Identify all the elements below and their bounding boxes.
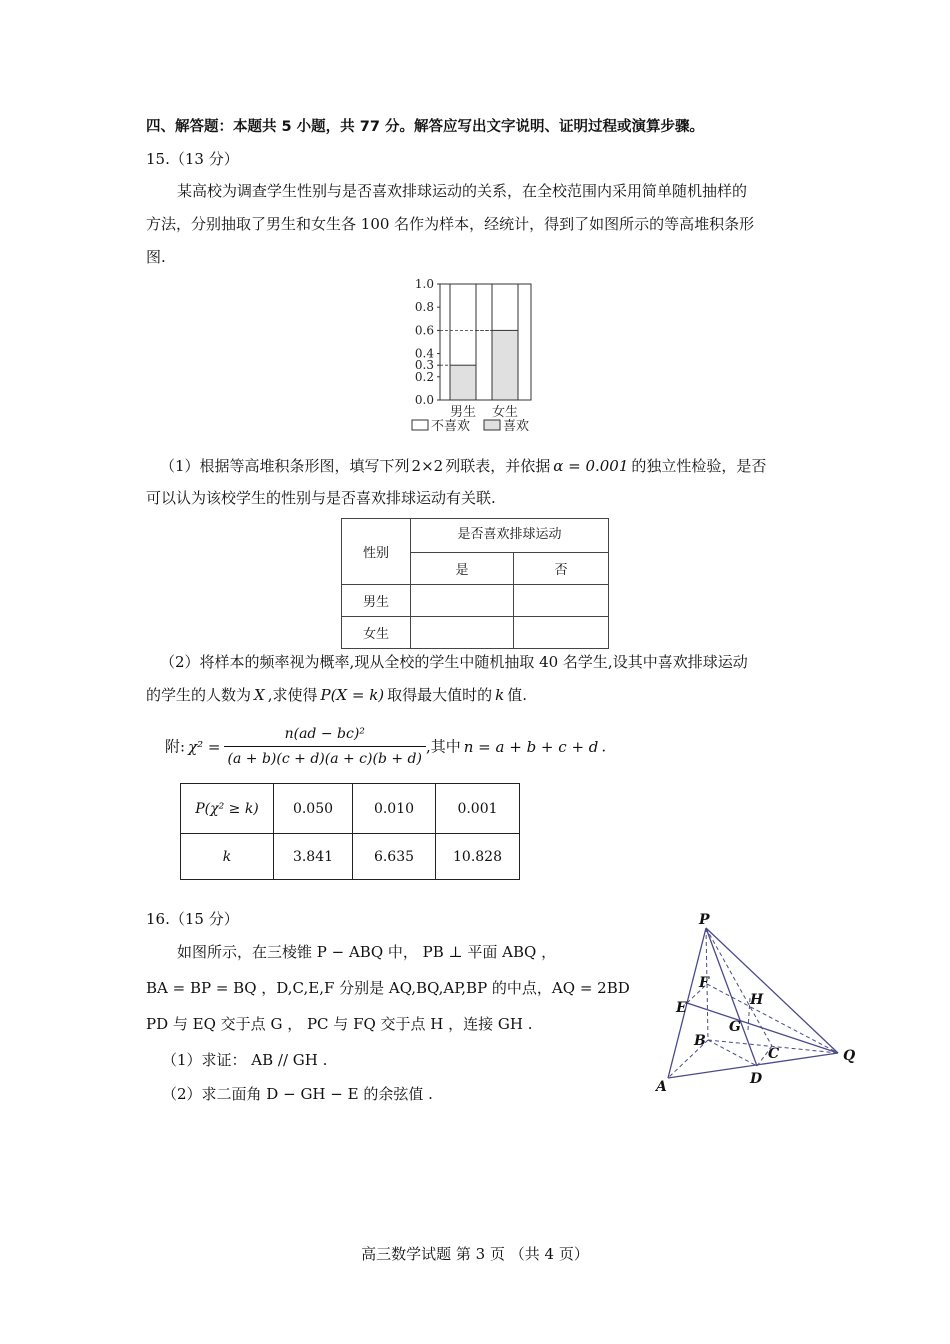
cell-female-yes[interactable] [411,617,514,649]
q16-part1: （1）求证： AB // GH . [162,1051,328,1069]
part1-text-b: 列联表，并依据 [445,457,551,475]
pyramid-figure [650,912,865,1097]
y-tick-label: 1.0 [414,277,434,291]
edge-PQ [706,928,838,1053]
q15-intro-line3: 图. [146,248,166,266]
crit-header-k: k [181,834,274,880]
row-male-label: 男生 [342,585,411,617]
crit-header-p: P(χ² ≥ k) [181,784,274,834]
q16-line2: BA = BP = BQ ，D,C,E,F 分别是 AQ,BQ,AP,BP 的中点，AQ = 2BD [146,979,630,997]
appendix-end: . [601,737,607,756]
part1-text-a: （1）根据等高堆积条形图，填写下列 [160,457,410,475]
y-tick-label: 0.0 [414,393,434,407]
stacked-bar-chart [400,275,560,445]
y-tick-label: 0.2 [414,369,434,384]
label-H: H [750,992,764,1008]
fraction-denominator: (a + b)(c + d)(a + c)(b + d) [227,751,422,767]
bar-like [492,330,518,400]
crit-k-3: 10.828 [436,834,520,880]
segment-FQ [707,984,838,1053]
chi-square-lhs: χ² = [188,737,221,756]
header-gender: 性别 [342,519,411,585]
critical-value-table [180,783,520,880]
q15-part2-line1: （2）将样本的频率视为概率,现从全校的学生中随机抽取 40 名学生,设其中喜欢排球运动 [160,653,748,671]
page-footer: 高三数学试题 第 3 页 （共 4 页） [361,1245,589,1263]
part2-prob: P(X = k) [320,686,385,704]
label-A: A [656,1079,667,1095]
label-C: C [768,1046,780,1062]
legend-not-like: 不喜欢 [431,419,471,434]
contingency-table [341,518,609,649]
q15-part1-line2: 可以认为该校学生的性别与是否喜欢排球运动有关联. [146,489,496,507]
appendix-mid: ,其中 [425,737,461,756]
crit-p-2: 0.010 [353,784,436,834]
legend-swatch-like [484,420,500,430]
part1-text-c: 的独立性检验，是否 [631,457,767,475]
label-P: P [699,912,710,928]
appendix-label: 附: [165,737,186,756]
q16-line3: PD 与 EQ 交于点 G ， PC 与 FQ 交于点 H ，连接 GH . [146,1015,533,1033]
crit-p-3: 0.001 [436,784,520,834]
y-tick-label: 0.4 [414,346,434,361]
legend-swatch-not-like [412,420,428,430]
y-tick-label: 0.8 [414,300,434,315]
q16-part2: （2）求二面角 D − GH − E 的余弦值 . [162,1085,433,1103]
header-yes: 是 [411,553,514,585]
crit-k-2: 6.635 [353,834,436,880]
q16-line1: 如图所示，在三棱锥 P − ABQ 中， PB ⊥ 平面 ABQ ， [177,943,557,961]
appendix-formula [165,722,606,771]
part2-text-c: 取得最大值时的 [387,686,493,704]
y-tick-label: 0.3 [414,358,434,373]
part2-text-d: 值. [507,686,528,704]
label-D: D [750,1071,763,1087]
category-label: 女生 [491,405,519,420]
q16-number: 16.（15 分） [146,910,239,928]
cell-female-no[interactable] [514,617,609,649]
header-like: 是否喜欢排球运动 [411,519,609,553]
y-tick-label: 0.6 [414,323,434,338]
part1-math-2x2: 2×2 [411,457,444,475]
chi-square-fraction [224,722,426,771]
label-F: F [699,975,709,991]
segment-BD [708,1040,757,1066]
row-female-label: 女生 [342,617,411,649]
cell-male-no[interactable] [514,585,609,617]
legend-like: 喜欢 [503,419,530,434]
q15-intro-line1: 某高校为调查学生性别与是否喜欢排球运动的关系，在全校范围内采用简单随机抽样的 [177,182,748,200]
part1-math-alpha: α = 0.001 [553,457,629,475]
bar-like [450,365,476,400]
q15-part1-line1 [160,456,766,476]
header-no: 否 [514,553,609,585]
crit-p-1: 0.050 [274,784,353,834]
part2-var-k: k [495,686,505,704]
label-G: G [729,1019,741,1035]
q15-part2-line2 [146,685,527,705]
cell-male-yes[interactable] [411,585,514,617]
part2-var-x: X [254,686,265,704]
label-Q: Q [843,1048,856,1064]
q15-number: 15.（13 分） [146,150,239,168]
section-header: 四、解答题：本题共 5 小题，共 77 分。解答应写出文字说明、证明过程或演算步骤。 [146,119,704,135]
category-label: 男生 [449,405,477,420]
part2-text-b: ,求使得 [267,686,318,704]
crit-k-1: 3.841 [274,834,353,880]
label-B: B [694,1033,706,1049]
part2-text-a: 的学生的人数为 [146,686,252,704]
appendix-n: n = a + b + c + d [463,737,599,756]
fraction-numerator: n(ad − bc)² [224,722,426,747]
label-E: E [676,1000,687,1016]
q15-intro-line2: 方法，分别抽取了男生和女生各 100 名作为样本，经统计，得到了如图所示的等高堆积条形 [146,215,755,233]
